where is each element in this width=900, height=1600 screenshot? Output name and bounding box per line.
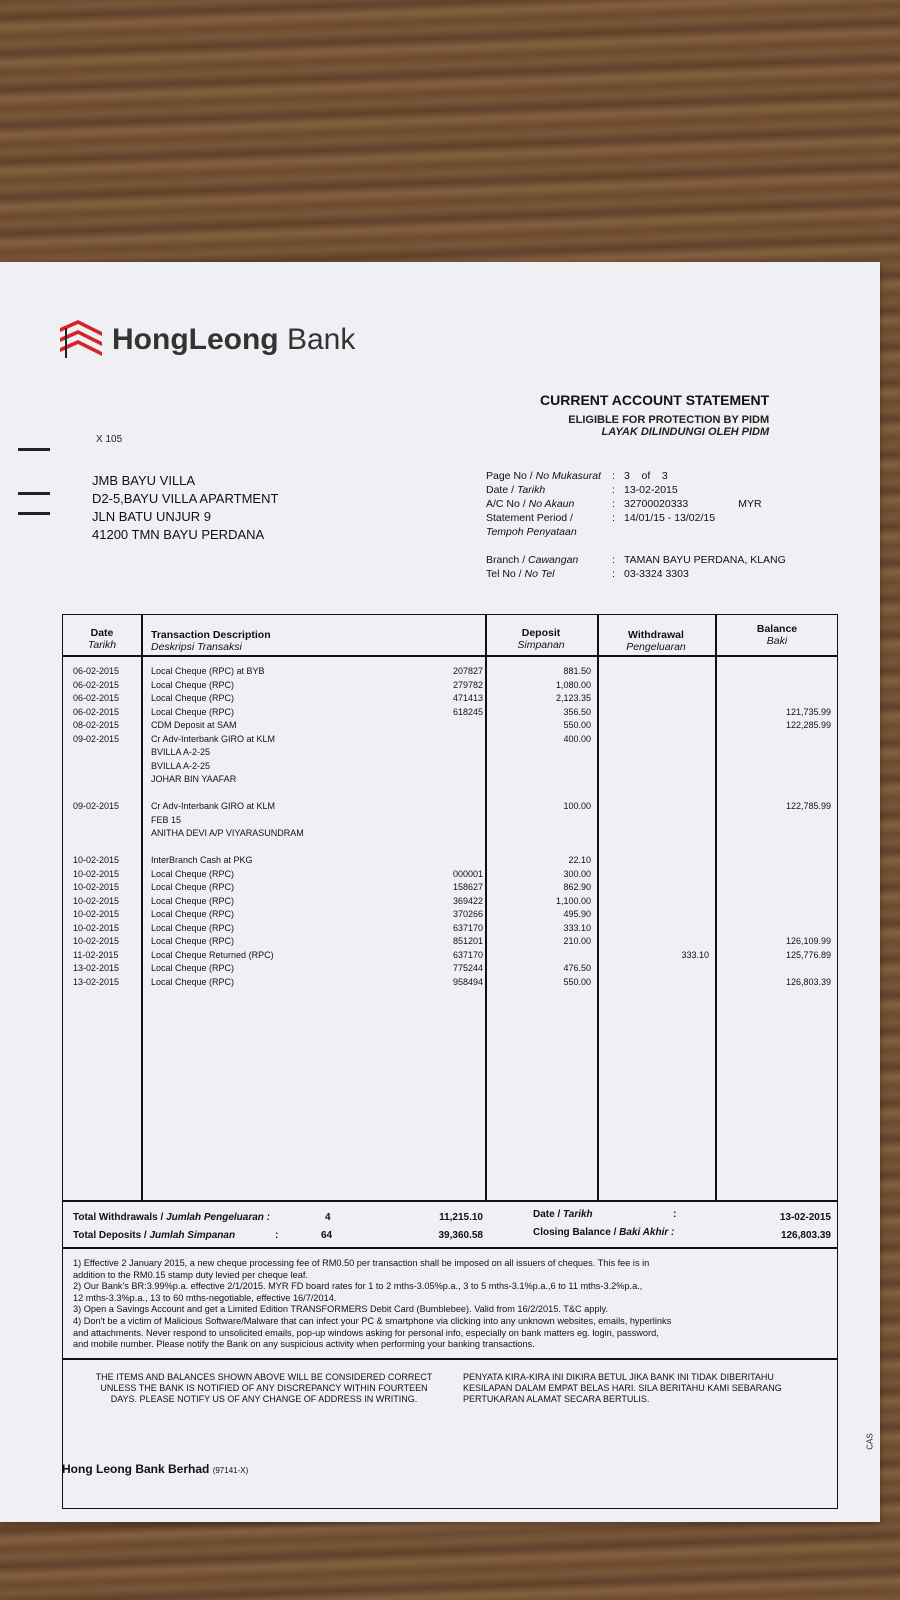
cell-description: JOHAR BIN YAAFAR — [151, 774, 237, 784]
meta-colon: : — [612, 568, 615, 580]
cell-description: BVILLA A-2-25 — [151, 760, 211, 771]
side-code: CAS — [865, 1433, 875, 1450]
cell-reference: 370266 — [452, 909, 483, 919]
statement-title: CURRENT ACCOUNT STATEMENT ELIGIBLE FOR PROTECTION BY PIDM LAYAK DILINDUNGI OLEH PIDM — [540, 392, 770, 438]
cell-date: 10-02-2015 — [73, 895, 120, 906]
cell-balance: 126,109.99 — [785, 936, 831, 946]
meta-value: 3 of 3 — [624, 470, 668, 482]
cell-deposit: 550.00 — [563, 720, 591, 730]
cell-deposit: 550.00 — [563, 976, 591, 987]
cell-description: CDM Deposit at SAM — [151, 720, 237, 730]
meta-row — [486, 526, 786, 540]
cell-description: Cr Adv-Interbank GIRO at KLM — [151, 733, 276, 744]
cell-reference: 775244 — [452, 963, 483, 973]
cell-reference: 158627 — [452, 882, 483, 892]
cell-date: 11-02-2015 — [73, 949, 119, 960]
meta-row — [486, 568, 786, 582]
cell-deposit: 2,123.35 — [555, 693, 591, 703]
cell-description: Local Cheque (RPC) — [151, 882, 235, 892]
cell-date: 06-02-2015 — [73, 679, 120, 690]
meta-value: 03-3324 3303 — [624, 568, 689, 580]
cell-description: Local Cheque (RPC) — [151, 693, 235, 703]
meta-colon: : — [612, 512, 615, 524]
pidm-label-en: ELIGIBLE FOR PROTECTION BY PIDM — [568, 414, 770, 426]
total-deposits-colon: : — [275, 1230, 279, 1241]
total-deposits-count: 64 — [321, 1230, 333, 1241]
meta-value: 14/01/15 - 13/02/15 — [624, 512, 716, 524]
cell-description: Local Cheque (RPC) — [151, 909, 235, 919]
meta-row — [486, 470, 786, 484]
cell-description: Local Cheque (RPC) — [151, 922, 235, 933]
meta-sep: / — [526, 470, 536, 482]
cell-description: Local Cheque (RPC) at BYB — [151, 666, 265, 676]
meta-currency: MYR — [738, 498, 762, 510]
statement-paper — [0, 262, 880, 1522]
header-balance: Balance Baki — [756, 623, 798, 647]
summary-date-value: 13-02-2015 — [779, 1212, 831, 1223]
meta-colon — [612, 540, 624, 554]
meta-colon: : — [612, 470, 615, 482]
hong-leong-logo-icon — [58, 318, 104, 362]
meta-row — [486, 498, 786, 512]
cell-date: 13-02-2015 — [73, 976, 120, 987]
closing-balance-label: Closing Balance / Baki Akhir : — [533, 1227, 675, 1238]
cell-date: 10-02-2015 — [73, 922, 120, 933]
meta-label: A/C No / No Akaun — [486, 498, 575, 510]
header-date: Date Tarikh — [87, 627, 117, 651]
meta-label: Tempoh Penyataan — [486, 526, 577, 538]
cell-deposit: 881.50 — [563, 666, 591, 676]
cell-description: Cr Adv-Interbank GIRO at KLM — [151, 801, 276, 811]
closing-balance-value: 126,803.39 — [780, 1230, 831, 1241]
cell-description: Local Cheque Returned (RPC) — [151, 949, 274, 960]
cell-description: Local Cheque (RPC) — [151, 895, 235, 906]
cell-deposit: 333.10 — [563, 922, 591, 933]
cell-description: Local Cheque (RPC) — [151, 936, 235, 946]
meta-label: Statement Period / — [486, 512, 573, 524]
cell-reference: 851201 — [452, 936, 483, 946]
header-withdrawal: Withdrawal Pengeluaran — [626, 629, 686, 653]
meta-row — [486, 540, 786, 554]
cell-date: 09-02-2015 — [73, 733, 120, 744]
fold-mark — [18, 492, 50, 495]
meta-colon — [612, 526, 624, 540]
meta-row — [486, 512, 786, 526]
meta-value: 32700020333 — [624, 498, 689, 510]
meta-sep: / — [519, 554, 529, 566]
meta-label — [486, 540, 612, 554]
cell-date: 09-02-2015 — [73, 801, 120, 811]
cell-balance: 122,785.99 — [785, 801, 831, 811]
total-withdrawals-amount: 11,215.10 — [439, 1212, 483, 1223]
cell-deposit: 400.00 — [563, 733, 591, 744]
cell-date: 13-02-2015 — [73, 963, 120, 973]
cell-description: ANITHA DEVI A/P VIYARASUNDRAM — [151, 828, 304, 838]
cell-reference: 369422 — [452, 895, 483, 906]
meta-value: 13-02-2015 — [624, 484, 678, 496]
cell-deposit: 210.00 — [563, 936, 591, 946]
cell-deposit: 1,100.00 — [555, 895, 591, 906]
cell-description: Local Cheque (RPC) — [151, 706, 235, 717]
header-description: Transaction Description Deskripsi Transaksi — [151, 629, 271, 653]
cell-deposit: 22.10 — [568, 855, 591, 865]
cell-reference: 279782 — [452, 679, 483, 690]
summary-date-label: Date / Tarikh — [533, 1209, 593, 1220]
cell-date: 06-02-2015 — [73, 693, 120, 703]
cell-date: 06-02-2015 — [73, 706, 120, 717]
cell-withdrawal: 333.10 — [681, 949, 709, 960]
disclaimer-en: THE ITEMS AND BALANCES SHOWN ABOVE WILL BE CONSIDERED CORRECT UNLESS THE BANK IS NOTIFIED OF ANY DISCREPANCY WITHIN FOURTEEN DAYS. PLEASE NOTIFY US OF ANY CHANGE OF ADDRESS IN WRITING. — [95, 1372, 433, 1404]
bank-logo-text: HongLeong Bank — [112, 323, 356, 356]
meta-colon: : — [612, 554, 615, 566]
meta-colon: : — [612, 484, 615, 496]
cell-deposit: 300.00 — [563, 868, 591, 879]
transaction-table — [62, 614, 838, 1509]
cell-reference: 618245 — [452, 706, 483, 717]
total-withdrawals-label: Total Withdrawals / Jumlah Pengeluaran : — [73, 1212, 270, 1223]
cell-description: Local Cheque (RPC) — [151, 679, 235, 690]
customer-address: JMB BAYU VILLA D2-5,BAYU VILLA APARTMENT JLN BATU UNJUR 9 41200 TMN BAYU PERDANA — [92, 473, 279, 542]
statement-meta — [486, 470, 786, 582]
cell-deposit: 100.00 — [563, 801, 591, 811]
cell-date: 10-02-2015 — [73, 868, 120, 879]
meta-label: Page No / No Mukasurat — [486, 470, 601, 482]
cell-description: Local Cheque (RPC) — [151, 976, 235, 987]
meta-row — [486, 554, 786, 568]
fold-mark — [18, 448, 50, 451]
cell-reference: 958494 — [452, 976, 483, 987]
fold-mark — [18, 512, 50, 515]
cell-description: InterBranch Cash at PKG — [151, 855, 253, 865]
cell-balance: 122,285.99 — [785, 720, 831, 730]
cell-reference: 000001 — [452, 868, 483, 879]
pidm-label-ms: LAYAK DILINDUNGI OLEH PIDM — [601, 426, 770, 438]
bank-notes: 1) Effective 2 January 2015, a new cheque processing fee of RM0.50 per transaction shall be imposed on all issuers of cheques. This fee is in addition to the RM0.15 stamp duty levied per cheque leaf. 2) Our Bank's BR:3.99%p.a. effective 2/1/2015. MYR FD board rates for 1 to 2 mths-3.05%p.a., 3 to 5 mths-3.1%p.a.,6 to 11 mths-3.2%p.a., 12 mths-3.3%p.a., 13 to 60 mths-negotiable, effective 16/7/2014. 3) Open a Savings Account and get a Limited Edition TRANSFORMERS Debit Card (Bumblebee). Valid from 16/2/2015. T&C apply. 4) Don't be a victim of Malicious Software/Malware that can infect your PC & smartphone via clicking into any unknown websites, emails, hyperlinks and attachments. Never respond to unsolicited emails, pop-up windows asking for personal info, especially on bank matters eg. login, password, and mobile number. Please notify the Bank on any suspicious activity when performing your banking transactions. — [73, 1258, 672, 1350]
reference-code: X 105 — [96, 434, 123, 445]
cell-date: 10-02-2015 — [73, 909, 120, 919]
summary-date-colon: : — [673, 1209, 677, 1220]
disclaimer-ms: PENYATA KIRA-KIRA INI DIKIRA BETUL JIKA BANK INI TIDAK DIBERITAHU KESILAPAN DALAM EMPAT BELAS HARI. SILA BERITAHU KAMI SEBARANG PERTUKARAN ALAMAT SECARA BERTULIS. — [463, 1372, 782, 1404]
cell-reference: 637170 — [452, 922, 483, 933]
cell-deposit: 476.50 — [563, 963, 591, 973]
cell-description: BVILLA A-2-25 — [151, 747, 211, 757]
cell-deposit: 495.90 — [563, 909, 591, 919]
meta-value: TAMAN BAYU PERDANA, KLANG — [624, 554, 786, 566]
cell-deposit: 862.90 — [563, 882, 591, 892]
cell-description: Local Cheque (RPC) — [151, 868, 235, 879]
cell-reference: 471413 — [452, 693, 483, 703]
meta-row — [486, 484, 786, 498]
header-deposit: Deposit Simpanan — [517, 627, 565, 651]
bank-legal-name: Hong Leong Bank Berhad (97141-X) — [62, 1462, 249, 1476]
meta-label: Tel No / No Tel — [486, 568, 555, 580]
cell-date: 06-02-2015 — [73, 666, 120, 676]
total-withdrawals-count: 4 — [325, 1212, 331, 1223]
meta-sep: / — [567, 512, 573, 524]
meta-sep: / — [515, 568, 525, 580]
meta-colon: : — [612, 498, 615, 510]
meta-sep: / — [508, 484, 517, 496]
cell-date: 10-02-2015 — [73, 882, 120, 892]
cell-date: 08-02-2015 — [73, 720, 120, 730]
bank-logo — [58, 318, 355, 362]
meta-label: Branch / Cawangan — [486, 554, 579, 566]
cell-balance: 126,803.39 — [785, 976, 831, 987]
cell-date: 10-02-2015 — [73, 855, 120, 865]
cell-balance: 121,735.99 — [785, 706, 831, 717]
meta-sep: / — [519, 498, 529, 510]
cell-date: 10-02-2015 — [73, 936, 120, 946]
cell-balance: 125,776.89 — [785, 949, 831, 960]
cell-deposit: 356.50 — [563, 706, 591, 717]
meta-label: Date / Tarikh — [486, 484, 546, 496]
total-deposits-label: Total Deposits / Jumlah Simpanan — [73, 1230, 236, 1241]
total-deposits-amount: 39,360.58 — [438, 1230, 483, 1241]
cell-description: FEB 15 — [151, 814, 182, 825]
cell-description: Local Cheque (RPC) — [151, 963, 235, 973]
cell-deposit: 1,080.00 — [555, 679, 591, 690]
cell-reference: 637170 — [452, 949, 483, 960]
cell-reference: 207827 — [452, 666, 483, 676]
